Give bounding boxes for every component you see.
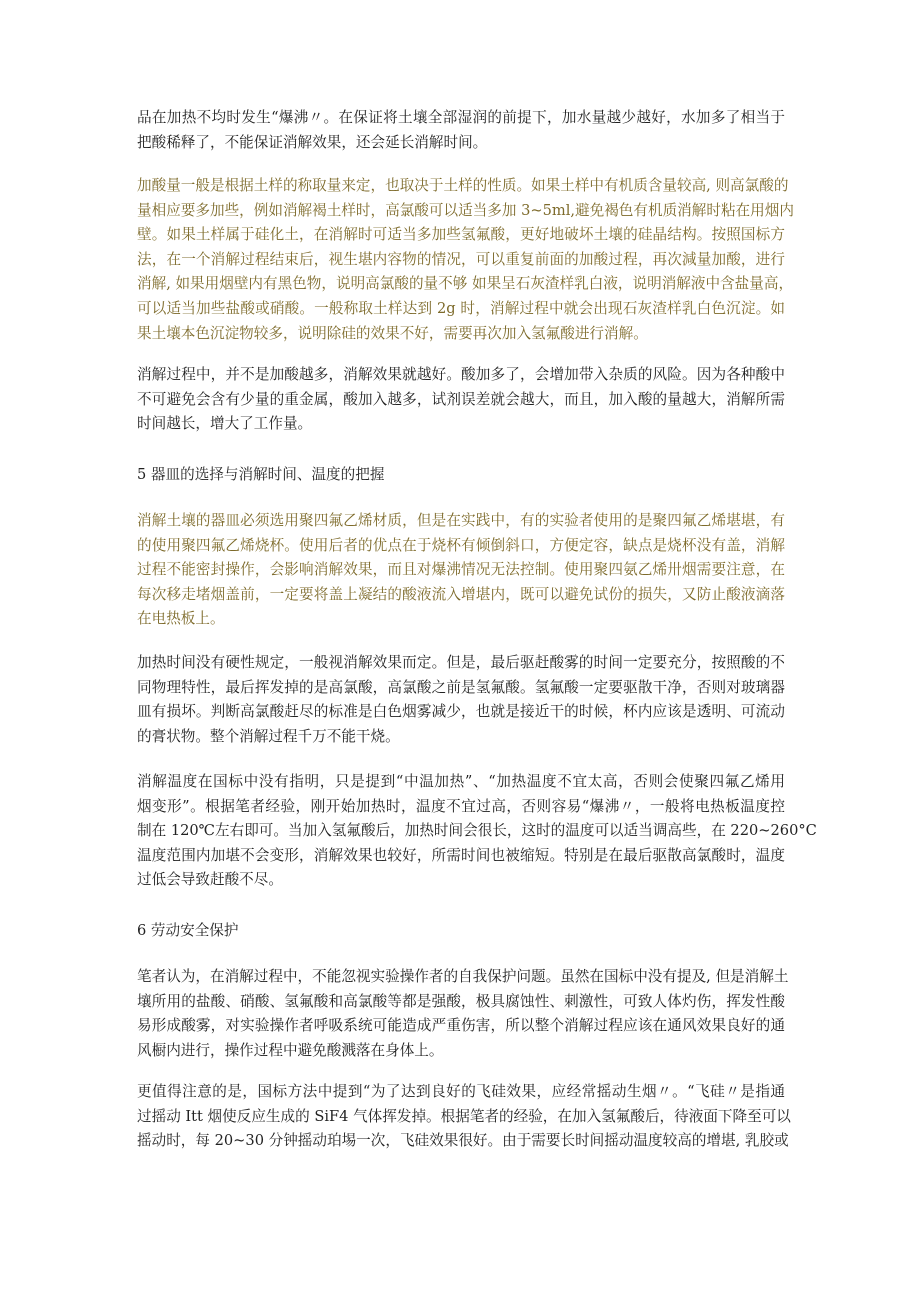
paragraph-line: 的使用聚四氟乙烯烧杯。使用后者的优点在于烧杯有倾倒斜口，方便定容，缺点是烧杯没有盖，消解 <box>137 536 785 554</box>
paragraph-line: 的膏状物。整个消解过程千万不能干烧。 <box>137 727 400 745</box>
paragraph-line: 烟变形”。根据笔者经验，刚开始加热时，温度不宜过高，否则容易“爆沸〃，一般将电热板温度控 <box>137 797 785 815</box>
paragraph-7 <box>137 965 789 1063</box>
paragraph-line: 温度范围内加堪不会变形，消解效果也较好，所需时间也被缩短。特别是在最后驱散高氯酸时，温度 <box>137 846 785 864</box>
paragraph-line: 过程不能密封操作，会影响消解效果，而且对爆沸情况无法控制。使用聚四氨乙烯卅烟需要注意，在 <box>137 561 785 579</box>
paragraph-line: 消解, 如果用烟壁内有黑色物，说明高氯酸的量不够 如果呈石灰渣样乳白液，说明消解液中含盐量高， <box>137 275 794 293</box>
section-heading-5: 5 器皿的选择与消解时间、温度的把握 <box>137 466 385 483</box>
paragraph-3 <box>137 363 785 437</box>
paragraph-line: 消解土壤的器皿必须选用聚四氟乙烯材质，但是在实践中，有的实验者使用的是聚四氟乙烯堪堪，有 <box>137 512 785 529</box>
paragraph-line: 同物理特性，最后挥发掉的是高氯酸，高氯酸之前是氢氟酸。氢氟酸一定要驱散干净，否则对玻璃器 <box>137 678 785 696</box>
paragraph-4 <box>137 509 785 632</box>
paragraph-line: 可以适当加些盐酸或硝酸。一般称取土样达到 2g 时，消解过程中就会出现石灰渣样乳白色沉淀。如 <box>137 299 785 317</box>
paragraph-line: 品在加热不均时发生“爆沸〃。在保证将土壤全部湿润的前提下，加水量越少越好，水加多了相当于 <box>137 109 785 126</box>
paragraph-line: 笔者认为，在消解过程中，不能忽视实验操作者的自我保护问题。虽然在国标中没有提及, 但是消解土 <box>137 968 789 985</box>
paragraph-line: 在电热板上。 <box>137 610 225 628</box>
paragraph-line: 壁。如果土样属于硅化土，在消解时可适当多加些氢氟酸，更好地破坏土壤的硅晶结构。按照国标方 <box>137 226 785 244</box>
section-heading-6: 6 劳动安全保护 <box>137 922 239 939</box>
paragraph-line: 把酸稀释了，不能保证消解效果，还会延长消解时间。 <box>137 133 488 151</box>
paragraph-line: 不可避免会含有少量的重金属，酸加入越多，试剂误差就会越大，而且，加入酸的量越大，消解所需 <box>137 390 785 408</box>
paragraph-line: 壤所用的盐酸、硝酸、氢氟酸和高氯酸等都是强酸，极具腐蚀性、刺激性，可致人体灼伤，挥发性酸 <box>137 992 785 1010</box>
paragraph-line: 风橱内进行，操作过程中避免酸溅落在身体上。 <box>137 1041 444 1059</box>
paragraph-2 <box>137 174 794 346</box>
paragraph-line: 制在 120℃左右即可。当加入氢氟酸后，加热时间会很长，这时的温度可以适当调高些，在 220~260°C <box>137 822 817 840</box>
paragraph-line: 皿有损坏。判断高氯酸赶尽的标准是白色烟雾减少，也就是接近干的时候，杯内应该是透明、可流动 <box>137 703 785 721</box>
paragraph-line: 时间越长，增大了工作量。 <box>137 415 313 433</box>
paragraph-5 <box>137 651 785 749</box>
paragraph-8 <box>137 1080 791 1154</box>
paragraph-1 <box>137 106 785 155</box>
paragraph-line: 消解过程中，并不是加酸越多，消解效果就越好。酸加多了，会增加带入杂质的风险。因为各种酸中 <box>137 366 785 383</box>
paragraph-line: 易形成酸雾，对实验操作者呼吸系统可能造成严重伤害，所以整个消解过程应该在通风效果良好的通 <box>137 1017 785 1035</box>
paragraph-line: 加酸量一般是根据土样的称取量来定，也取决于土样的性质。如果土样中有机质含量较高, 则高氯酸的 <box>137 177 789 194</box>
paragraph-line: 消解温度在国标中没有指明，只是提到“中温加热”、“加热温度不宜太高，否则会使聚四氟乙烯用 <box>137 773 785 790</box>
paragraph-line: 果土壤本色沉淀物较多，说明除硅的效果不好，需要再次加入氢氟酸进行消解。 <box>137 324 648 342</box>
paragraph-6 <box>137 770 817 893</box>
paragraph-line: 过摇动 Itt 烟使反应生成的 SiF4 气体挥发掉。根据笔者的经验，在加入氢氟酸后，待液面下降至可以 <box>137 1107 791 1125</box>
paragraph-line: 量相应要多加些，例如消解褐土样时，高氯酸可以适当多加 3~5ml,避免褐色有机质消解时粘在用烟内 <box>137 201 794 219</box>
paragraph-line: 每次移走堵烟盖前，一定要将盖上凝结的酸液流入增堪内，既可以避免试份的损失，又防止酸液滴落 <box>137 585 785 603</box>
paragraph-line: 法，在一个消解过程结束后，视生堪内容物的情况，可以重复前面的加酸过程，再次減量加酸，进行 <box>137 250 785 268</box>
paragraph-line: 更值得注意的是，国标方法中提到“为了达到良好的飞硅效果，应经常摇动生烟〃。“飞硅〃是指通 <box>137 1083 785 1100</box>
paragraph-line: 过低会导致赶酸不尽。 <box>137 871 283 889</box>
paragraph-line: 摇动时，每 20~30 分钟摇动珀埸一次，飞硅效果很好。由于需要长时间摇动温度较高的增堪, 乳胶或 <box>137 1132 789 1150</box>
paragraph-line: 加热时间没有硬性规定，一般视消解效果而定。但是，最后驱赶酸雾的时间一定要充分，按照酸的不 <box>137 654 785 671</box>
